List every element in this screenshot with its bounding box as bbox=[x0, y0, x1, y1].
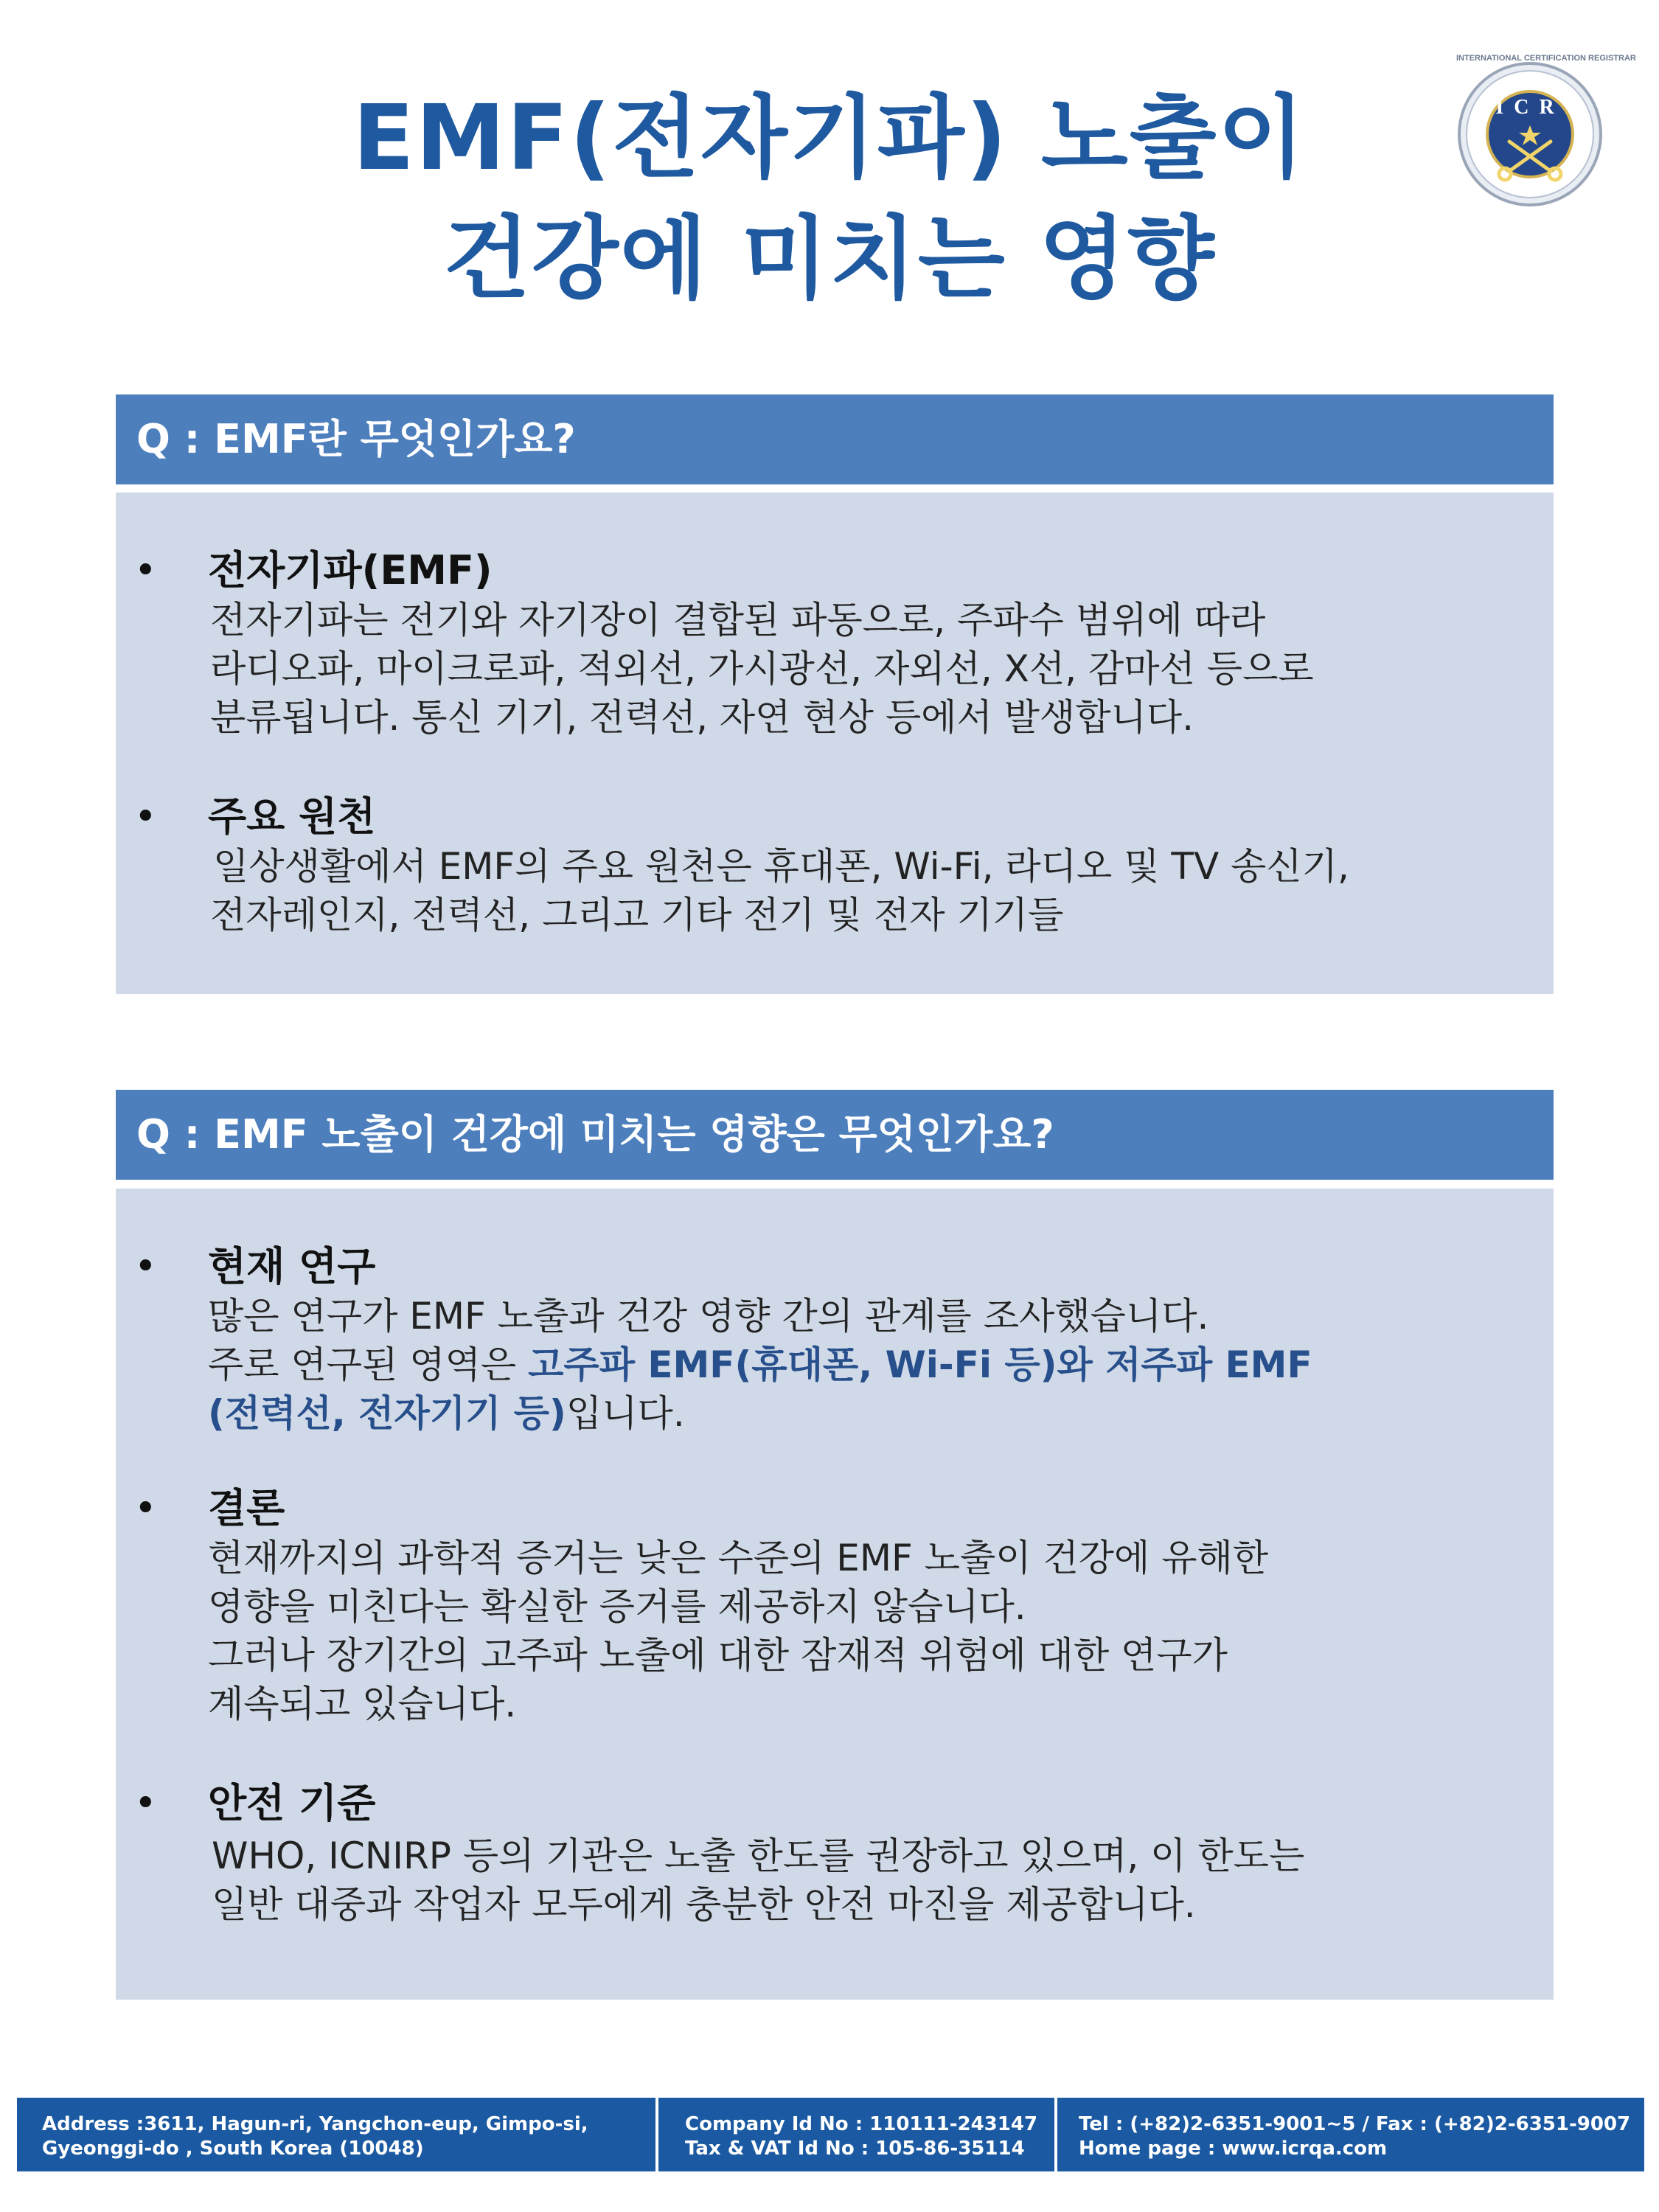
logo-ring-text: INTERNATIONAL CERTIFICATION REGISTRAR bbox=[1456, 54, 1636, 63]
body-text: 입니다. bbox=[566, 1392, 685, 1435]
body-text: 주로 연구된 영역은 bbox=[208, 1343, 529, 1386]
question-bar-what-is-emf: Q : EMF란 무엇인가요? bbox=[116, 394, 1554, 484]
body-line: 많은 연구가 EMF 노출과 건강 영향 간의 관계를 조사했습니다. bbox=[208, 1295, 1209, 1338]
body-line: 전자기파는 전기와 자기장이 결합된 파동으로, 주파수 범위에 따라 bbox=[210, 599, 1266, 641]
body-line: 분류됩니다. 통신 기기, 전력선, 자연 현상 등에서 발생합니다. bbox=[210, 696, 1194, 739]
answer-panel-what-is-emf bbox=[116, 493, 1554, 994]
bullet-icon: • bbox=[134, 1245, 157, 1289]
item-title: 주요 원천 bbox=[208, 793, 376, 840]
footer-line: Tel : (+82)2-6351-9001~5 / Fax : (+82)2-6351-9007 bbox=[1079, 2113, 1631, 2135]
item-body bbox=[210, 596, 1537, 742]
body-line: 계속되고 있습니다. bbox=[208, 1683, 517, 1725]
footer-divider bbox=[655, 2098, 658, 2171]
page-title bbox=[0, 77, 1659, 319]
body-line: 일상생활에서 EMF의 주요 원천은 휴대폰, Wi-Fi, 라디오 및 TV 송신기, bbox=[213, 845, 1349, 888]
footer-company bbox=[685, 2098, 1037, 2171]
logo-letters: ICR bbox=[1495, 96, 1565, 119]
footer-line: Address :3611, Hagun-ri, Yangchon-eup, Gimpo-si, bbox=[42, 2113, 588, 2135]
icr-logo bbox=[1456, 54, 1636, 208]
body-line: WHO, ICNIRP 등의 기관은 노출 한도를 권장하고 있으며, 이 한도는 bbox=[212, 1834, 1305, 1877]
answer-panel-health-effects bbox=[116, 1189, 1554, 2000]
body-line bbox=[208, 1389, 1535, 1438]
footer-address bbox=[42, 2098, 588, 2171]
bullet-icon: • bbox=[134, 795, 157, 839]
item-body bbox=[210, 842, 1540, 939]
footer-divider bbox=[1054, 2098, 1057, 2171]
item-title: 결론 bbox=[208, 1485, 285, 1531]
item-body bbox=[212, 1832, 1539, 1929]
footer bbox=[17, 2098, 1644, 2171]
body-line: 그러나 장기간의 고주파 노출에 대한 잠재적 위험에 대한 연구가 bbox=[208, 1634, 1228, 1677]
item-title: 전자기파(EMF) bbox=[208, 547, 493, 594]
footer-contact bbox=[1079, 2098, 1630, 2171]
body-line: 전자레인지, 전력선, 그리고 기타 전기 및 전자 기기들 bbox=[210, 894, 1064, 936]
item-body bbox=[208, 1292, 1535, 1438]
bullet-icon: • bbox=[134, 1781, 157, 1826]
footer-line: Home page : www.icrqa.com bbox=[1079, 2138, 1388, 2160]
footer-line: Tax & VAT Id No : 105-86-35114 bbox=[685, 2138, 1025, 2160]
body-line: 영향을 미친다는 확실한 증거를 제공하지 않습니다. bbox=[208, 1585, 1026, 1628]
body-line: 라디오파, 마이크로파, 적외선, 가시광선, 자외선, X선, 감마선 등으로 bbox=[210, 647, 1314, 690]
highlight-text: (전력선, 전자기기 등) bbox=[208, 1392, 566, 1435]
body-line bbox=[208, 1340, 1535, 1389]
page-title-line-1: EMF(전자기파) 노출이 bbox=[352, 86, 1307, 190]
item-body bbox=[208, 1534, 1535, 1728]
footer-line: Gyeonggi-do , South Korea (10048) bbox=[42, 2138, 424, 2160]
page-title-line-2: 건강에 미치는 영향 bbox=[443, 206, 1216, 311]
question-bar-health-effects: Q : EMF 노출이 건강에 미치는 영향은 무엇인가요? bbox=[116, 1090, 1554, 1180]
body-line: 일반 대중과 작업자 모두에게 충분한 안전 마진을 제공합니다. bbox=[212, 1883, 1196, 1926]
bullet-icon: • bbox=[134, 1486, 157, 1531]
bullet-icon: • bbox=[134, 549, 157, 593]
item-title: 안전 기준 bbox=[208, 1780, 376, 1826]
item-title: 현재 연구 bbox=[208, 1243, 376, 1290]
footer-line: Company Id No : 110111-243147 bbox=[685, 2113, 1038, 2135]
highlight-text: 고주파 EMF(휴대폰, Wi-Fi 등)와 저주파 EMF bbox=[528, 1343, 1312, 1386]
body-line: 현재까지의 과학적 증거는 낮은 수준의 EMF 노출이 건강에 유해한 bbox=[208, 1537, 1269, 1579]
